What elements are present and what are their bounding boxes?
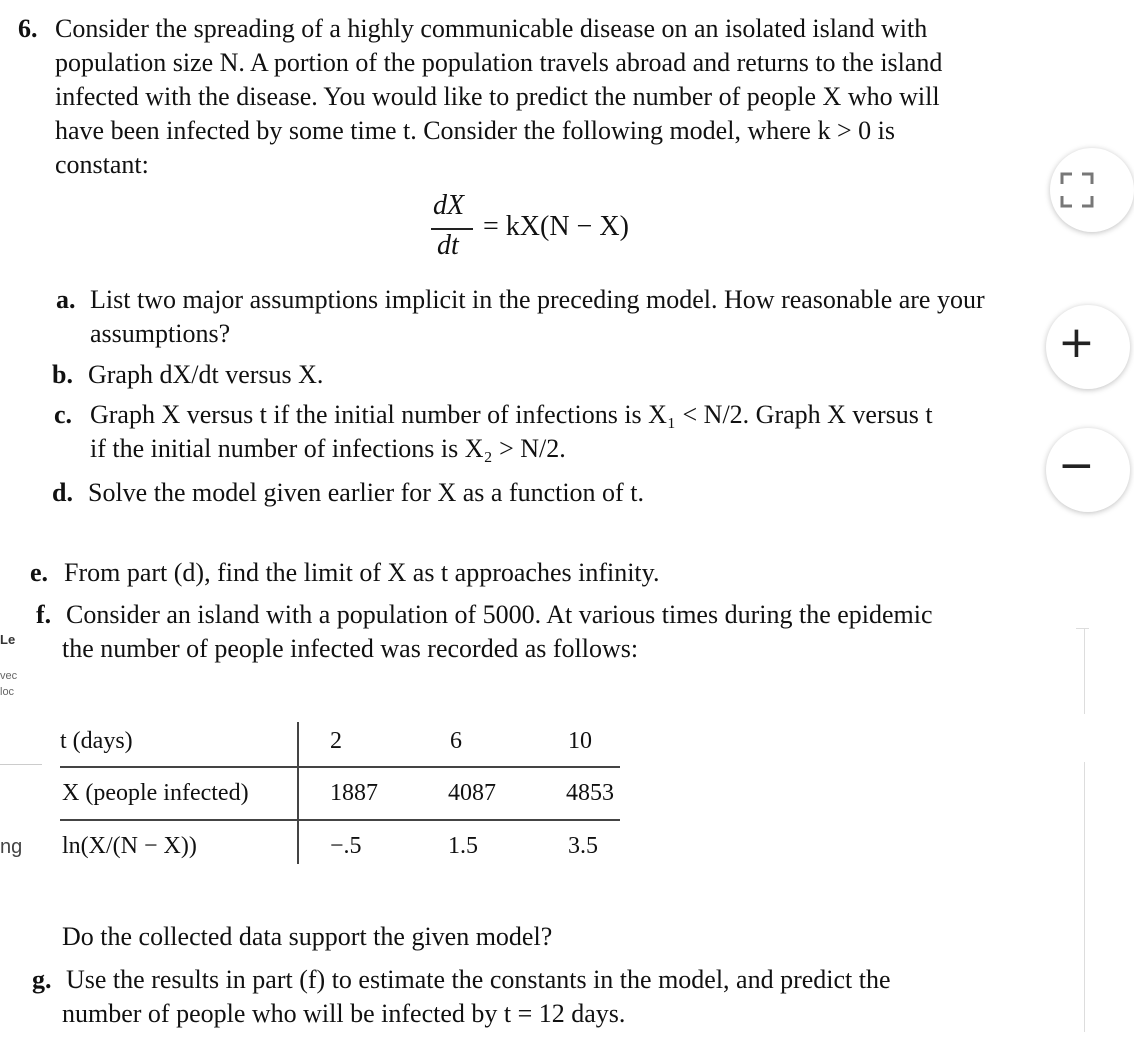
table-vertical-divider [297,722,299,864]
plus-icon: + [1058,317,1095,368]
part-f-question: Do the collected data support the given model? [62,922,553,951]
table-divider [60,766,620,768]
zoom-in-button[interactable] [1046,305,1130,389]
part-d-label: d. [52,478,73,507]
part-f-label: f. [36,600,52,629]
left-fragment: Le [0,632,16,647]
part-f-line-1: Consider an island with a population of 5000. At various times during the epidemic [66,600,933,629]
fullscreen-button[interactable] [1050,148,1134,232]
part-g-line-2: number of people who will be infected by t = 12 days. [62,999,626,1028]
part-d-line-1: Solve the model given earlier for X as a function of t. [88,478,644,507]
part-a-line-1: List two major assumptions implicit in the preceding model. How reasonable are your [90,285,985,314]
problem-number: 6. [18,14,38,43]
intro-line-1: Consider the spreading of a highly communicable disease on an isolated island with [55,14,928,43]
fullscreen-icon [1050,148,1134,232]
table-cell: 4087 [448,780,496,806]
part-e-line-1: From part (d), find the limit of X as t approaches infinity. [64,558,660,587]
table-row-header: X (people infected) [62,780,249,806]
table-cell: 1887 [330,780,378,806]
table-cell: 3.5 [568,833,598,859]
table-cell: 10 [568,728,592,754]
intro-line-3: infected with the disease. You would like to predict the number of people X who will [55,82,940,111]
part-a-label: a. [56,285,76,314]
equation-numerator: dX [433,190,465,221]
part-a-line-2: assumptions? [90,319,231,348]
part-e-label: e. [30,558,49,587]
intro-line-2: population size N. A portion of the population travels abroad and returns to the island [55,48,943,77]
table-cell: −.5 [330,833,362,859]
left-fragment: loc [0,686,15,698]
table-cell: 4853 [566,780,614,806]
right-panel-edge [1076,628,1089,629]
zoom-out-button[interactable] [1046,428,1130,512]
table-row-header: t (days) [60,728,133,754]
table-cell: 1.5 [448,833,478,859]
part-c-line-2: if the initial number of infections is X₂ > N/2. [90,434,566,463]
right-panel-edge [1084,628,1085,714]
table-row-header: ln(X/(N − X)) [62,833,197,859]
left-fragment: ng [0,836,23,858]
table-cell: 2 [330,728,342,754]
equation-rhs: = kX(N − X) [483,211,629,242]
intro-line-4: have been infected by some time t. Consider the following model, where k > 0 is [55,116,895,145]
part-c-line-1: Graph X versus t if the initial number of infections is X₁ < N/2. Graph X versus t [90,400,933,429]
part-f-line-2: the number of people infected was recorded as follows: [62,634,639,663]
left-fragment: vec [0,670,18,682]
equation-denominator: dt [437,230,459,261]
model-equation [425,190,685,270]
table-cell: 6 [450,728,462,754]
right-panel-edge [1084,762,1085,1032]
part-b-label: b. [52,360,73,389]
part-g-label: g. [32,965,52,994]
intro-line-5: constant: [55,150,149,179]
minus-icon: − [1058,440,1095,491]
table-divider [60,819,620,821]
left-divider [0,764,42,765]
part-c-label: c. [54,400,73,429]
part-b-line-1: Graph dX/dt versus X. [88,360,324,389]
part-g-line-1: Use the results in part (f) to estimate the constants in the model, and predict the [66,965,891,994]
